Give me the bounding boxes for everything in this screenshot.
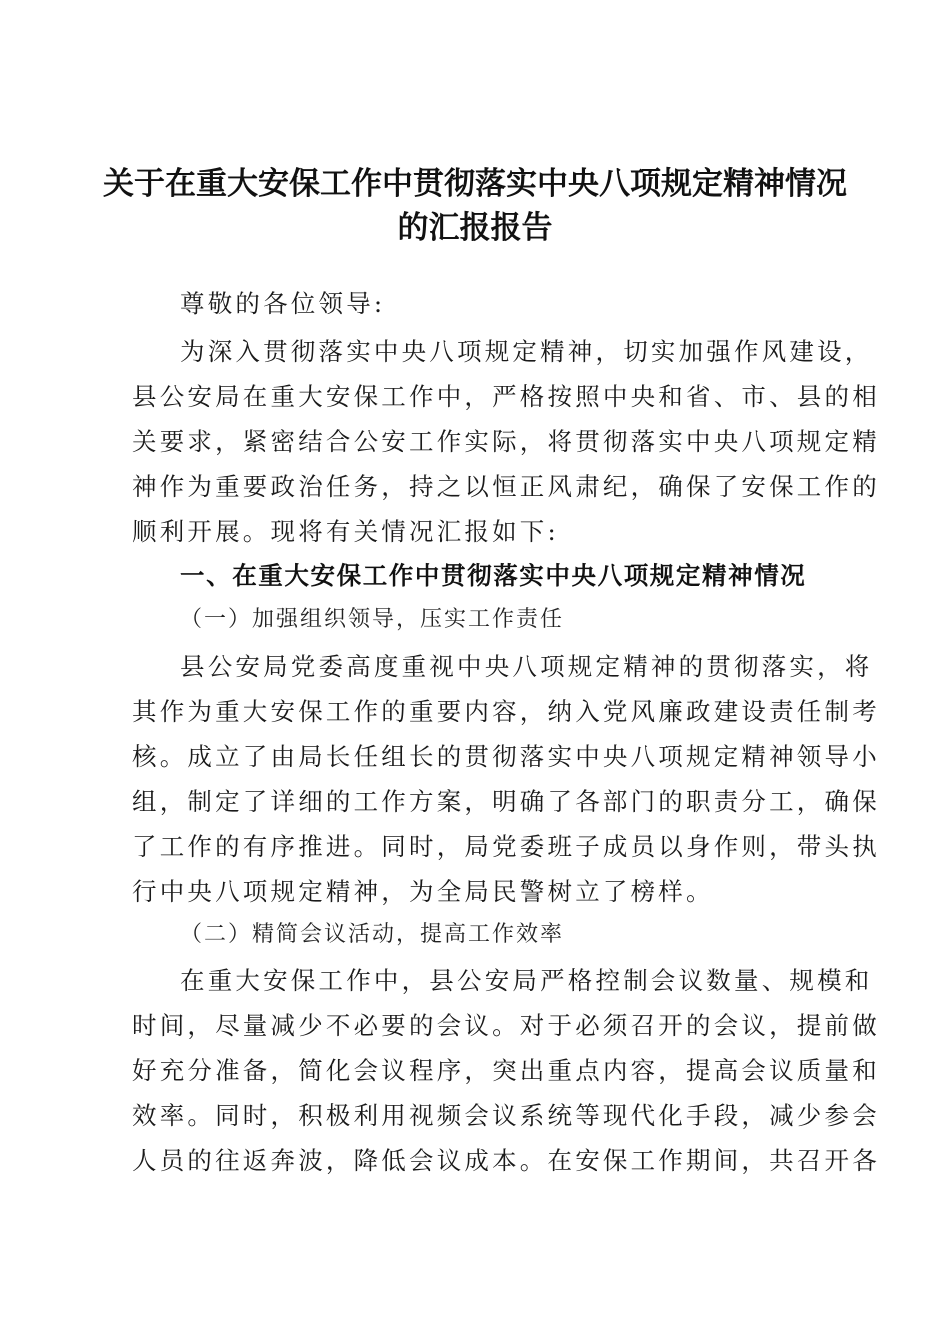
intro-line: 为深入贯彻落实中央八项规定精神，切实加强作风建设，	[180, 337, 873, 366]
subsection-2-line: 在重大安保工作中，县公安局严格控制会议数量、规模和	[180, 966, 873, 995]
subsection-2-heading: （二）精简会议活动，提高工作效率	[180, 922, 565, 947]
subsection-1-heading: （一）加强组织领导，压实工作责任	[180, 607, 565, 632]
subsection-1-line: 组，制定了详细的工作方案，明确了各部门的职责分工，确保	[132, 787, 880, 816]
document-title-line-1: 关于在重大安保工作中贯彻落实中央八项规定精神情况	[103, 166, 847, 202]
section-1-heading: 一、在重大安保工作中贯彻落实中央八项规定精神情况	[180, 561, 807, 590]
salutation: 尊敬的各位领导:	[180, 289, 386, 318]
subsection-1-line: 县公安局党委高度重视中央八项规定精神的贯彻落实，将	[180, 652, 873, 681]
subsection-1-line: 了工作的有序推进。同时，局党委班子成员以身作则，带头执	[132, 832, 880, 861]
subsection-2-line: 时间，尽量减少不必要的会议。对于必须召开的会议，提前做	[132, 1011, 880, 1040]
subsection-1-line: 行中央八项规定精神，为全局民警树立了榜样。	[132, 877, 714, 906]
intro-line: 关要求，紧密结合公安工作实际，将贯彻落实中央八项规定精	[132, 427, 880, 456]
subsection-2-line: 好充分准备，简化会议程序，突出重点内容，提高会议质量和	[132, 1056, 880, 1085]
subsection-2-line: 效率。同时，积极利用视频会议系统等现代化手段，减少参会	[132, 1101, 880, 1130]
intro-line: 神作为重要政治任务，持之以恒正风肃纪，确保了安保工作的	[132, 472, 880, 501]
subsection-1-line: 核。成立了由局长任组长的贯彻落实中央八项规定精神领导小	[132, 742, 880, 771]
subsection-2-line: 人员的往返奔波，降低会议成本。在安保工作期间，共召开各	[132, 1146, 880, 1175]
subsection-1-line: 其作为重大安保工作的重要内容，纳入党风廉政建设责任制考	[132, 697, 880, 726]
intro-line: 顺利开展。现将有关情况汇报如下:	[132, 517, 559, 546]
document-title-line-2: 的汇报报告	[397, 210, 553, 246]
intro-line: 县公安局在重大安保工作中，严格按照中央和省、市、县的相	[132, 382, 880, 411]
